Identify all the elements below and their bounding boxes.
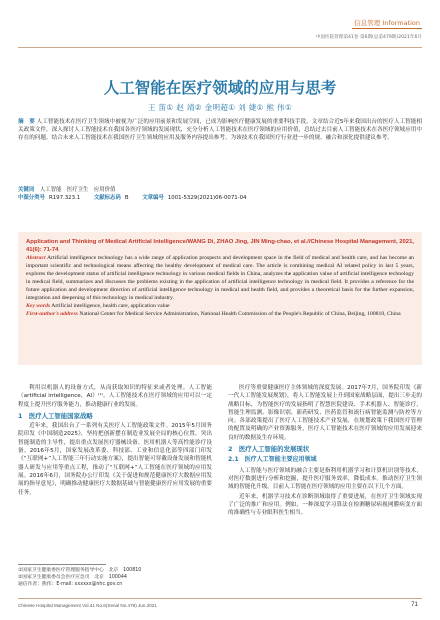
english-abstract-label: Abstract: [26, 255, 46, 261]
section-heading: 2 医疗人工智能的发展现状: [228, 445, 310, 454]
keywords-text: 人工智能 医疗卫生 应用价值: [39, 187, 116, 193]
journal-issue-line: 中国医院管理第41卷 第6期(总第479期)2021年6月: [315, 35, 422, 40]
english-abstract-text: Artificial intelligence technology has a wide range of application prospects and development space in the field of medical and health care, and has become an important scientific and technological means affecting the healthy development of medical care. The article is combining medical AI related policy in last 5 years, explores the development status of artificial intelligence technology in various medical fields in China, analyzes the application value of artificial intelligence technology in medical field, summarizes and discusses the problems existing in the application of artificial intelligence technology in medical field. It provides a reference for the future application and development direction of artificial intelligence technology in medical and health field, and provides a theoretical basis for the further expansion, integration and deepening of this technology in medical industry.: [26, 255, 414, 301]
english-address-label: First-author's address: [26, 311, 78, 317]
chinese-abstract: [18, 118, 422, 142]
body-paragraph: 近年来，机器学习技术在诊断领域取得了重要进展，在医疗卫生领域实现了广泛的推广和应用。例如，一种深度学习算法在检测糖尿病视网膜病变方面的准确性与专业眼科医生相当。: [228, 493, 422, 517]
article-meta: [18, 186, 422, 202]
journal-header: [316, 10, 422, 40]
english-keywords: [26, 302, 414, 310]
footnote-item: 通信作者：熊伟：E-mail: xxxxxx@nhc.gov.cn: [18, 582, 123, 587]
body-column-right: [228, 384, 422, 518]
footer-journal: Chinese Hospital Management Vol.41 No.6(Serial No.479) Jun.2021: [18, 603, 157, 608]
article-authors: 王 笛① 赵 靖② 金明超① 刘 婕① 熊 伟①: [147, 103, 293, 112]
clc-label: 中图分类号: [18, 195, 45, 201]
english-keywords-text: Artificial intelligence, health care, application value: [51, 303, 170, 309]
english-title: Application and Thinking of Medical Artificial Intelligence/WANG Di, ZHAO Jing, JIN Ming-chao, et al.//Chinese Hospital Management, 2021, 41(6): 71-74: [26, 239, 414, 253]
body-paragraph: 人工智能与医疗领域的融合主要是指利用机器学习和计算机识别等技术，对医疗数据进行分析和挖掘，提升医疗服务效率，降低成本。推动医疗卫生领域的智能化升级。目前人工智能在医疗领域的应用主要在以下几个方面。: [228, 467, 422, 491]
header-divider: [18, 47, 422, 48]
body-paragraph: 利用以机器人的设备方式，从而获取知识的特征来或者处理。人工智能（artificial intelligence，AI）⁽¹⁾。人工智能技术在医疗领域的应用可以一定程度上提升医疗服务能力，推动健康行业的发展。: [18, 385, 212, 408]
footnote-item: ①国家卫生健康委医疗管理服务指导中心 北京 100810: [18, 568, 142, 573]
english-address-text: National Center for Medical Service Administration, National Health Commission of the People's Republic of China, Beijing, 100810, China: [79, 311, 401, 317]
article-id-value: 1001-5329(2021)06-0071-04: [167, 195, 247, 201]
footer-divider: [18, 598, 422, 599]
doc-code-label: 文献标志码: [93, 195, 121, 201]
keywords-line: [18, 186, 422, 194]
english-abstract-box: [18, 232, 422, 365]
abstract-text: 人工智能技术在医疗卫生领域中被视为广泛的应用前景和发展空间，已成为影响医疗健康发展的重要科技手段。文章结合近5年来我国出台的医疗人工智能相关政策文件，深入探讨人工智能技术在我国各医疗领域的发展现状，充分分析人工智能技术在医疗领域的应用价值，总结过去目前人工智能技术在各医疗领域应用中存在的问题。结合未来人工智能技术在我国医疗卫生领域的应用及服务内容提出参考。为该技术在我国医疗行业进一步的规、融合和深化提供建议参考。: [18, 119, 422, 142]
footnotes: [18, 567, 212, 588]
body-paragraph: 医疗等重要健康医疗主体领域的深度发展。2017年7月，国务院印发《新一代人工智能发展规划》，将人工智能发展上升到国家战略层面，提出三步走的战略目标，为智能医疗的发展指明了智慧医院建设、手术机器人、智能诊疗、智能生理监测、影像识别、新药研发、医药监管和流行病智能监测与防控等方向。各部政策提出了医疗人工智能技术产业发展，在规划政策下我国医疗管理的配置及明确的产业资源服务，医疗人工智能技术在医疗领域的应用发展迎来良好的数据及生存环境。: [228, 385, 422, 441]
body-paragraph: 近年来，我国出台了一系列有关医疗人工智能政策文件。2015年5月国务院印发《中国制造2025》，坚持把创新摆在制造业发展全局的核心位置，突出智能制造的主导性，提出重点发展医疗器械设备、医用机器人等高性能诊疗设备。2016年5月，国家发展改革委、科技部、工业和信息化部等四部门印发《“互联网+”人工智能三年行动实施方案》，提出智能可穿戴设备发展和智能机器人研发与应用等重点工程，推动了“互联网+”人工智能在医疗领域的应用发展。2016年6月，国务院办公厅印发《关于促进和规范健康医疗大数据应用发展的指导意见》，明确推动健康医疗大数据基础与智能健康医疗应用发展的重要任务。: [18, 423, 212, 496]
subsection-heading: 2.1 医疗人工智能主要应用领域: [228, 456, 317, 464]
article-title: 人工智能在医疗领域的应用与思考: [103, 79, 337, 97]
english-keywords-label: Key words: [26, 303, 51, 309]
clc-value: R197.323.1: [48, 195, 81, 201]
abstract-label: 摘 要: [18, 119, 35, 125]
article-id-label: 文章编号: [142, 195, 164, 201]
footnote-item: ②国家卫生健康委员会医疗应急司 北京 100044: [18, 575, 127, 580]
keywords-label: 关键词: [18, 187, 35, 193]
body-column-left: [18, 384, 212, 498]
doc-code-value: B: [124, 195, 129, 201]
section-heading: 1 医疗人工智能国家战略: [18, 411, 93, 420]
english-address: [26, 310, 414, 318]
classification-line: [18, 194, 422, 202]
footnote-divider: [18, 564, 106, 565]
page-number: 71: [411, 601, 418, 608]
english-abstract: [26, 254, 414, 302]
section-badge: 信息管理 Information: [354, 19, 420, 27]
